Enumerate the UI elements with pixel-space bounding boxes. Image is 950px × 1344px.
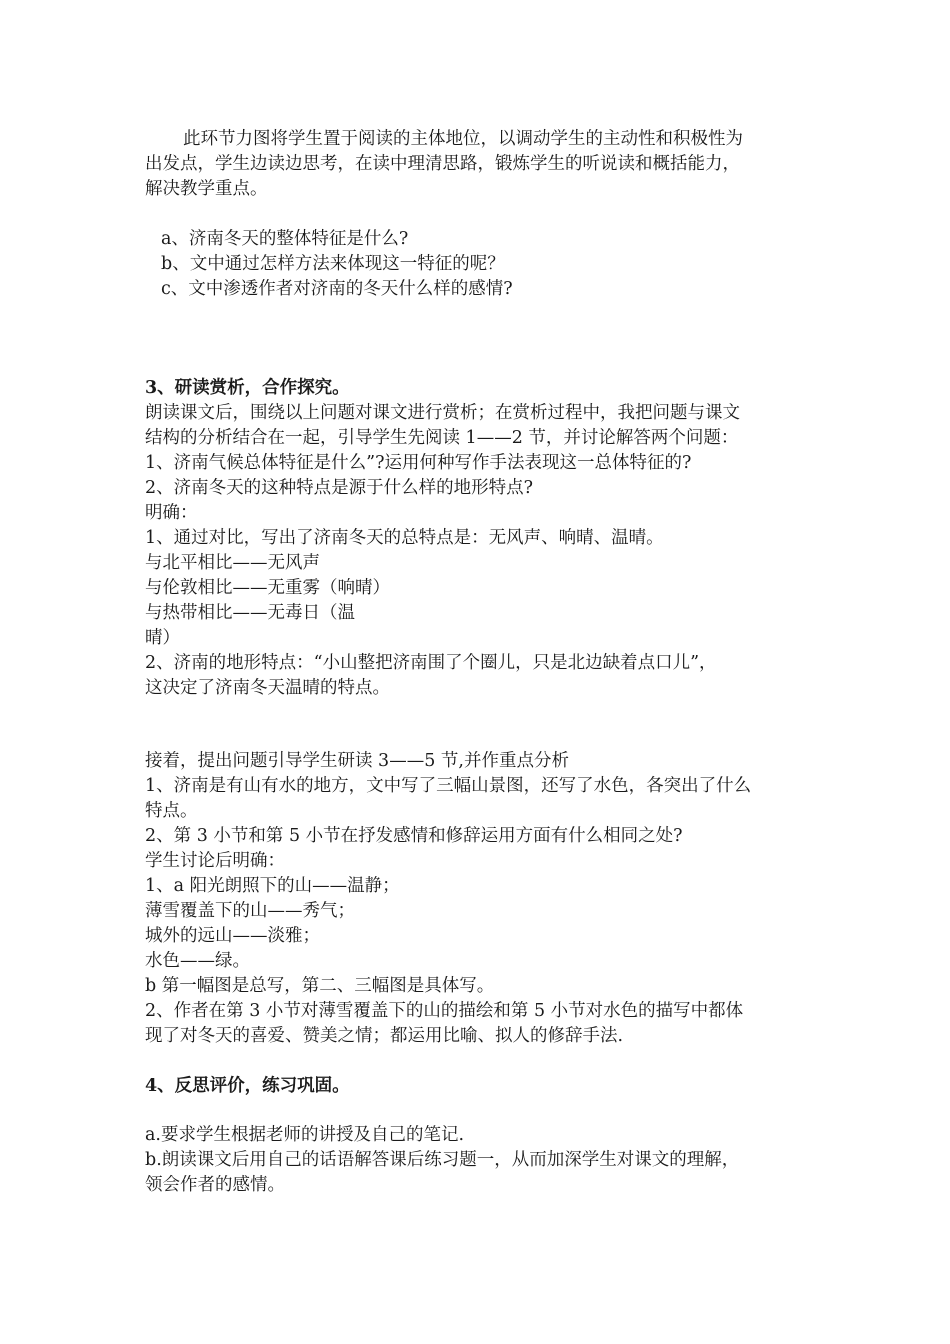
section4-line: 领会作者的感情。: [145, 1175, 285, 1195]
section3-line: 与北平相比——无风声: [145, 553, 320, 573]
followup-line: 城外的远山——淡雅；: [145, 926, 320, 946]
followup-line: 学生讨论后明确：: [145, 851, 285, 871]
section3-heading: 3、研读赏析，合作探究。: [145, 378, 350, 398]
followup-line: 现了对冬天的喜爱、赞美之情；都运用比喻、拟人的修辞手法.: [145, 1026, 624, 1046]
section3-line: 这决定了济南冬天温晴的特点。: [145, 678, 390, 698]
section3-line: 结构的分析结合在一起，引导学生先阅读 1——2 节，并讨论解答两个问题：: [145, 428, 739, 448]
section4-line: a.要求学生根据老师的讲授及自己的笔记.: [145, 1125, 465, 1145]
intro-line-2: 出发点，学生边读边思考，在读中理清思路，锻炼学生的听说读和概括能力，: [145, 154, 740, 174]
followup-line: 水色——绿。: [145, 951, 250, 971]
question-c: c、文中渗透作者对济南的冬天什么样的感情?: [161, 279, 513, 299]
section3-line: 2、济南冬天的这种特点是源于什么样的地形特点?: [145, 478, 534, 498]
section3-line: 晴）: [145, 628, 180, 648]
section4-heading: 4、反思评价，练习巩固。: [145, 1076, 350, 1096]
section3-line: 与热带相比——无毒日（温: [145, 603, 355, 623]
section3-line: 明确：: [145, 503, 198, 523]
question-b: b、文中通过怎样方法来体现这一特征的呢？: [161, 254, 505, 274]
section3-line: 与伦敦相比——无重雾（响晴）: [145, 578, 390, 598]
section3-line: 朗读课文后，围绕以上问题对课文进行赏析；在赏析过程中，我把问题与课文: [145, 403, 740, 423]
section3-line: 1、济南气候总体特征是什么”?运用何种写作手法表现这一总体特征的?: [145, 453, 692, 473]
followup-line: 薄雪覆盖下的山——秀气；: [145, 901, 355, 921]
intro-line-1: 此环节力图将学生置于阅读的主体地位，以调动学生的主动性和积极性为: [183, 129, 743, 149]
section3-line: 1、通过对比，写出了济南冬天的总特点是：无风声、响晴、温晴。: [145, 528, 664, 548]
question-a: a、济南冬天的整体特征是什么?: [161, 229, 409, 249]
section4-line: b.朗读课文后用自己的话语解答课后练习题一，从而加深学生对课文的理解，: [145, 1150, 740, 1170]
intro-line-3: 解决教学重点。: [145, 179, 268, 199]
followup-line: 接着，提出问题引导学生研读 3——5 节,并作重点分析: [145, 751, 569, 771]
followup-line: 特点。: [145, 801, 198, 821]
section3-line: 2、济南的地形特点：“小山整把济南围了个圈儿，只是北边缺着点口儿”，: [145, 653, 717, 673]
followup-line: 2、作者在第 3 小节对薄雪覆盖下的山的描绘和第 5 小节对水色的描写中都体: [145, 1001, 744, 1021]
followup-line: 1、济南是有山有水的地方，文中写了三幅山景图，还写了水色，各突出了什么: [145, 776, 752, 796]
followup-line: 2、第 3 小节和第 5 小节在抒发感情和修辞运用方面有什么相同之处?: [145, 826, 683, 846]
followup-line: b 第一幅图是总写，第二、三幅图是具体写。: [145, 976, 495, 996]
followup-line: 1、a 阳光朗照下的山——温静；: [145, 876, 400, 896]
